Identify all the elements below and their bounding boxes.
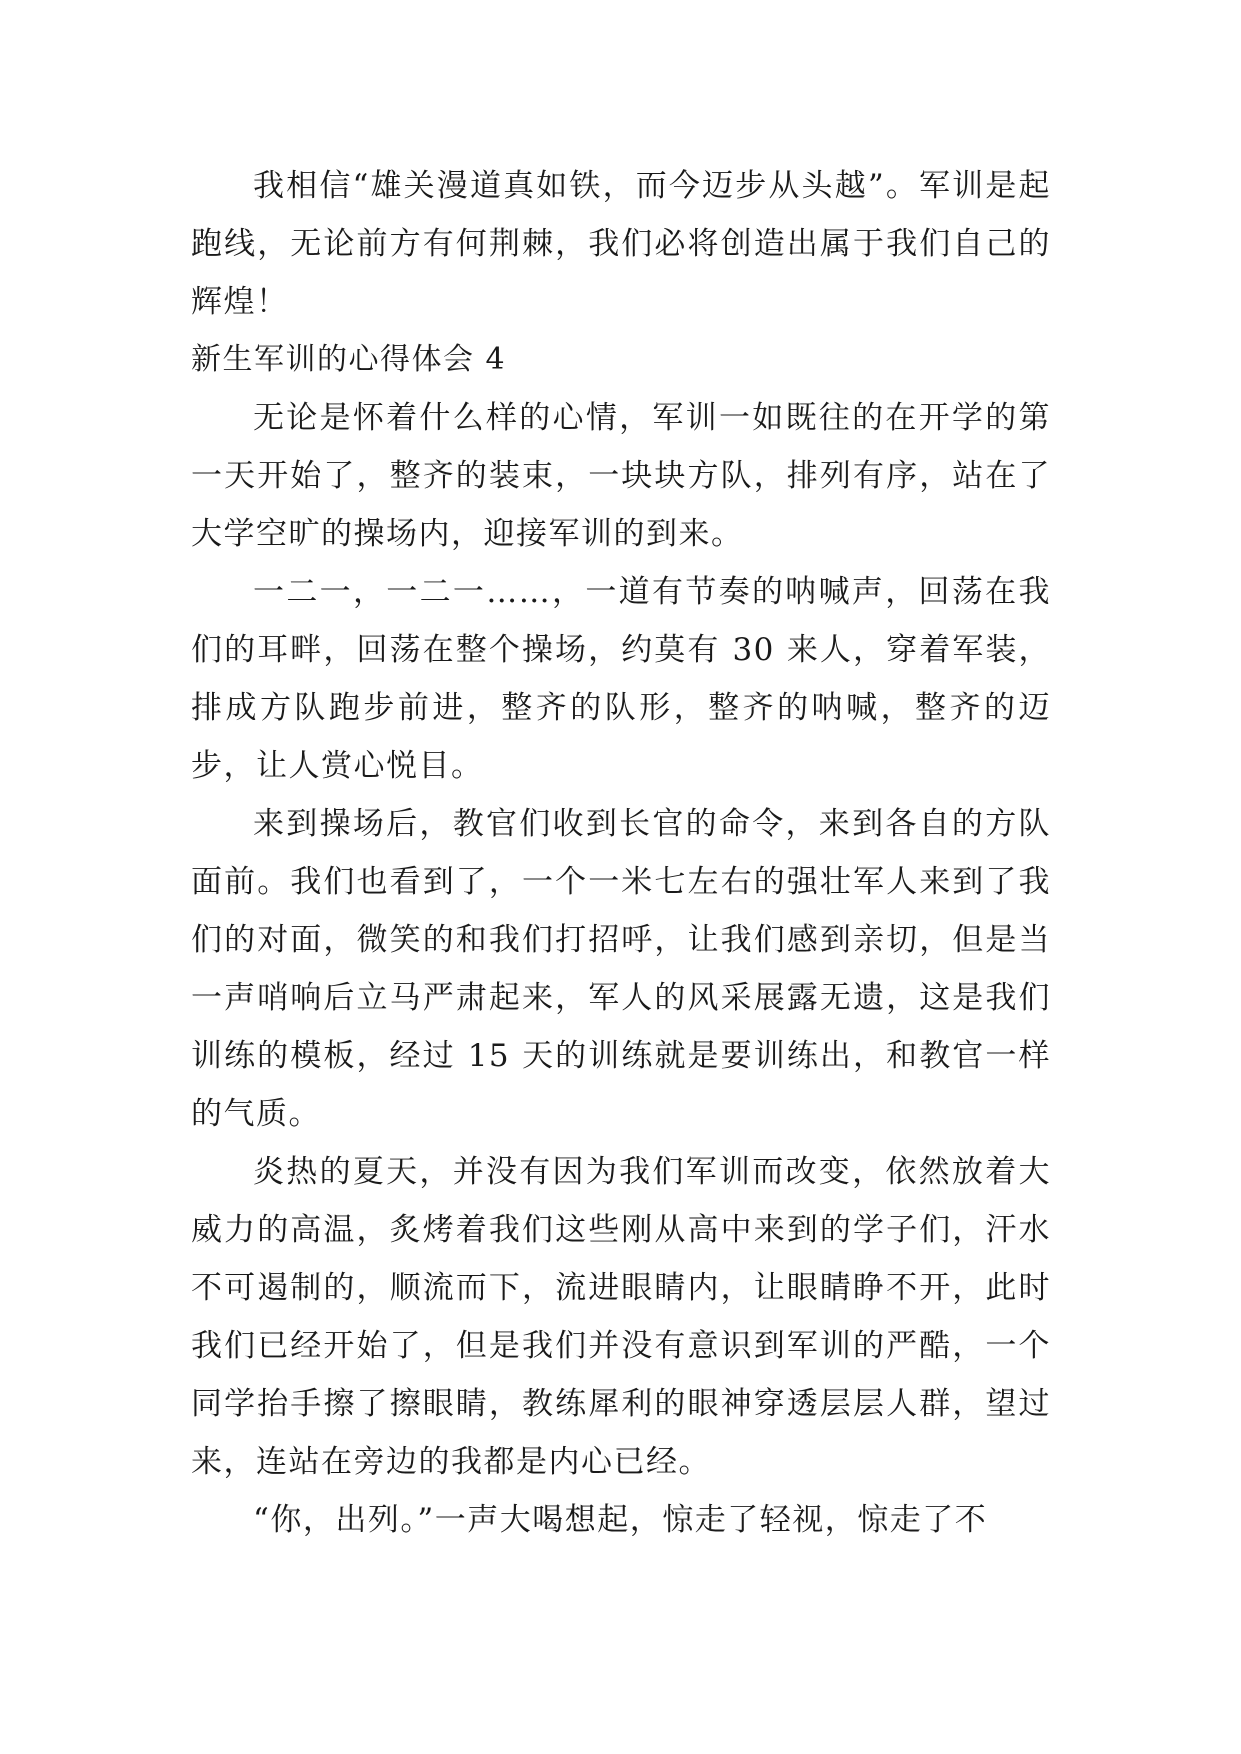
section-heading: 新生军训的心得体会 4 [191,342,507,377]
paragraph-3: 一二一，一二一……，一道有节奏的呐喊声，回荡在我们的耳畔，回荡在整个操场，约莫有 30 来人，穿着军装，排成方队跑步前进，整齐的队形，整齐的呐喊，整齐的迈步，让人赏心悦目。 [191,574,1051,784]
paragraph-2: 无论是怀着什么样的心情，军训一如既往的在开学的第一天开始了，整齐的装束，一块块方队，排列有序，站在了大学空旷的操场内，迎接军训的到来。 [191,400,1051,552]
paragraph-6: “你，出列。”一声大喝想起，惊走了轻视，惊走了不 [253,1502,988,1538]
paragraph-4: 来到操场后，教官们收到长官的命令，来到各自的方队面前。我们也看到了，一个一米七左右的强壮军人来到了我们的对面，微笑的和我们打招呼，让我们感到亲切，但是当一声哨响后立马严肃起来，军人的风采展露无遗，这是我们训练的模板，经过 15 天的训练就是要训练出，和教官一样的气质。 [191,806,1051,1132]
paragraph-1: 我相信“雄关漫道真如铁，而今迈步从头越”。军训是起跑线，无论前方有何荆棘，我们必将创造出属于我们自己的辉煌！ [191,168,1051,320]
document-body [191,157,1051,1549]
paragraph-5: 炎热的夏天，并没有因为我们军训而改变，依然放着大威力的高温，炙烤着我们这些刚从高中来到的学子们，汗水不可遏制的，顺流而下，流进眼睛内，让眼睛睁不开，此时我们已经开始了，但是我们并没有意识到军训的严酷，一个同学抬手擦了擦眼睛，教练犀利的眼神穿透层层人群，望过来，连站在旁边的我都是内心已经。 [191,1154,1051,1480]
